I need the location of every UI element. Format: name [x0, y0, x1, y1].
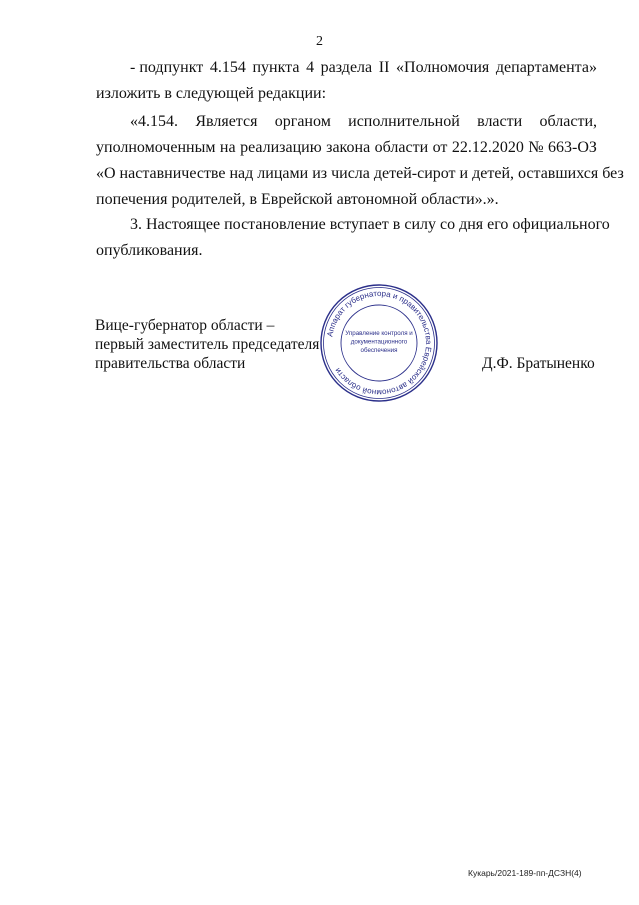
word: от [432, 139, 448, 156]
word: - подпункт [130, 59, 204, 76]
word: власти [477, 113, 523, 130]
official-stamp [318, 282, 440, 404]
paragraph-3-line-2: опубликования. [96, 242, 203, 259]
paragraph-2-line-1 [130, 113, 597, 131]
stamp-center-line-3: обеспечения [360, 347, 398, 354]
word: уполномоченным [96, 139, 216, 156]
word: области [374, 139, 429, 156]
word: «4.154. [130, 113, 178, 130]
paragraph-2-line-3: «О наставничестве над лицами из числа детей-сирот и детей, оставшихся без [96, 165, 624, 182]
paragraph-3-line-1: 3. Настоящее постановление вступает в силу со дня его официального [130, 216, 610, 233]
word: пункта [252, 59, 300, 76]
signatory-title-line-1: Вице-губернатор области – [95, 317, 275, 334]
word: Является [195, 113, 258, 130]
stamp-center-line-2: документационного [350, 338, 408, 346]
word: № [528, 139, 544, 156]
word: закона [326, 139, 371, 156]
paragraph-1-line-1 [130, 59, 597, 77]
signatory-title [95, 316, 319, 373]
word: «Полномочия [396, 59, 490, 76]
word: области, [539, 113, 597, 130]
signatory-title-line-3: правительства области [95, 355, 246, 372]
stamp-ring-text: Аппарат губернатора и правительства Еврейской автономной области [325, 288, 434, 398]
footer-executor-code: Кукарь/2021-189-пп-ДСЗН(4) [468, 868, 582, 878]
paragraph-2-line-4: попечения родителей, в Еврейской автономной области».». [96, 191, 499, 208]
word: 663-ОЗ [548, 139, 597, 156]
word: департамента» [495, 59, 597, 76]
word: на [219, 139, 236, 156]
word: органом [274, 113, 331, 130]
word: 22.12.2020 [451, 139, 524, 156]
paragraph-2-line-2 [96, 139, 597, 157]
word: 4.154 [209, 59, 246, 76]
word: 4 [306, 59, 315, 76]
stamp-center-line-1: Управление контроля и [345, 330, 413, 337]
paragraph-1-line-2: изложить в следующей редакции: [96, 85, 327, 102]
word: реализацию [240, 139, 322, 156]
stamp-seal-graphic [318, 282, 440, 404]
page-number: 2 [316, 34, 323, 49]
word: исполнительной [348, 113, 460, 130]
signatory-name: Д.Ф. Братыненко [482, 355, 595, 372]
word: раздела [320, 59, 373, 76]
signatory-title-line-2: первый заместитель председателя [95, 336, 320, 353]
word: II [378, 59, 390, 76]
